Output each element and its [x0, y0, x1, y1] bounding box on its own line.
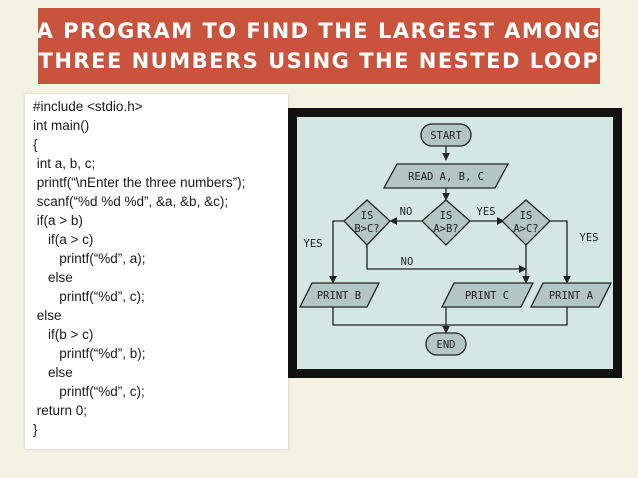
code-line: if(b > c)	[33, 327, 94, 342]
code-line: int main()	[33, 118, 90, 133]
code-line: {	[33, 137, 38, 152]
code-line: else	[33, 270, 73, 285]
start-label: START	[430, 130, 462, 142]
label-no-bottom: NO	[400, 256, 414, 268]
code-line: printf(“%d”, c);	[33, 289, 145, 304]
label-yes-far-right: YES	[579, 232, 599, 244]
code-line: printf(“%d”, a);	[33, 251, 146, 266]
code-line: printf(“%d”, b);	[33, 346, 146, 361]
title-line-1: A PROGRAM TO FIND THE LARGEST AMONG	[36, 19, 602, 43]
code-line: if(a > b)	[33, 213, 83, 228]
flowchart-background	[297, 117, 613, 369]
label-yes-right: YES	[476, 206, 496, 218]
end-label: END	[436, 339, 456, 351]
code-panel	[25, 94, 288, 449]
code-line: else	[33, 365, 73, 380]
title-banner	[38, 8, 600, 84]
label-no-left: NO	[399, 206, 413, 218]
code-line: printf(“\nEnter the three numbers”);	[33, 175, 246, 190]
print-c-label: PRINT C	[464, 290, 510, 302]
print-b-label: PRINT B	[316, 290, 362, 302]
code-line: else	[33, 308, 62, 323]
label-yes-left: YES	[303, 238, 323, 250]
flowchart-frame	[288, 108, 622, 378]
read-label: READ A, B, C	[408, 171, 484, 183]
decision-b-c-line2: B>C?	[354, 223, 380, 235]
decision-a-c-line2: A>C?	[513, 223, 539, 235]
flowchart	[297, 117, 613, 369]
print-a-label: PRINT A	[548, 290, 594, 302]
decision-a-b-line1: IS	[439, 210, 453, 222]
code-line: #include <stdio.h>	[33, 99, 143, 114]
code-line: int a, b, c;	[33, 156, 96, 171]
code-line: }	[33, 422, 38, 437]
code-line: printf(“%d”, c);	[33, 384, 145, 399]
decision-a-c-line1: IS	[519, 210, 533, 222]
title-line-2: THREE NUMBERS USING THE NESTED LOOP	[38, 49, 600, 73]
code-line: if(a > c)	[33, 232, 94, 247]
code-line: return 0;	[33, 403, 88, 418]
decision-a-b-line2: A>B?	[433, 223, 459, 235]
decision-b-c-line1: IS	[360, 210, 374, 222]
code-line: scanf(“%d %d %d”, &a, &b, &c);	[33, 194, 229, 209]
